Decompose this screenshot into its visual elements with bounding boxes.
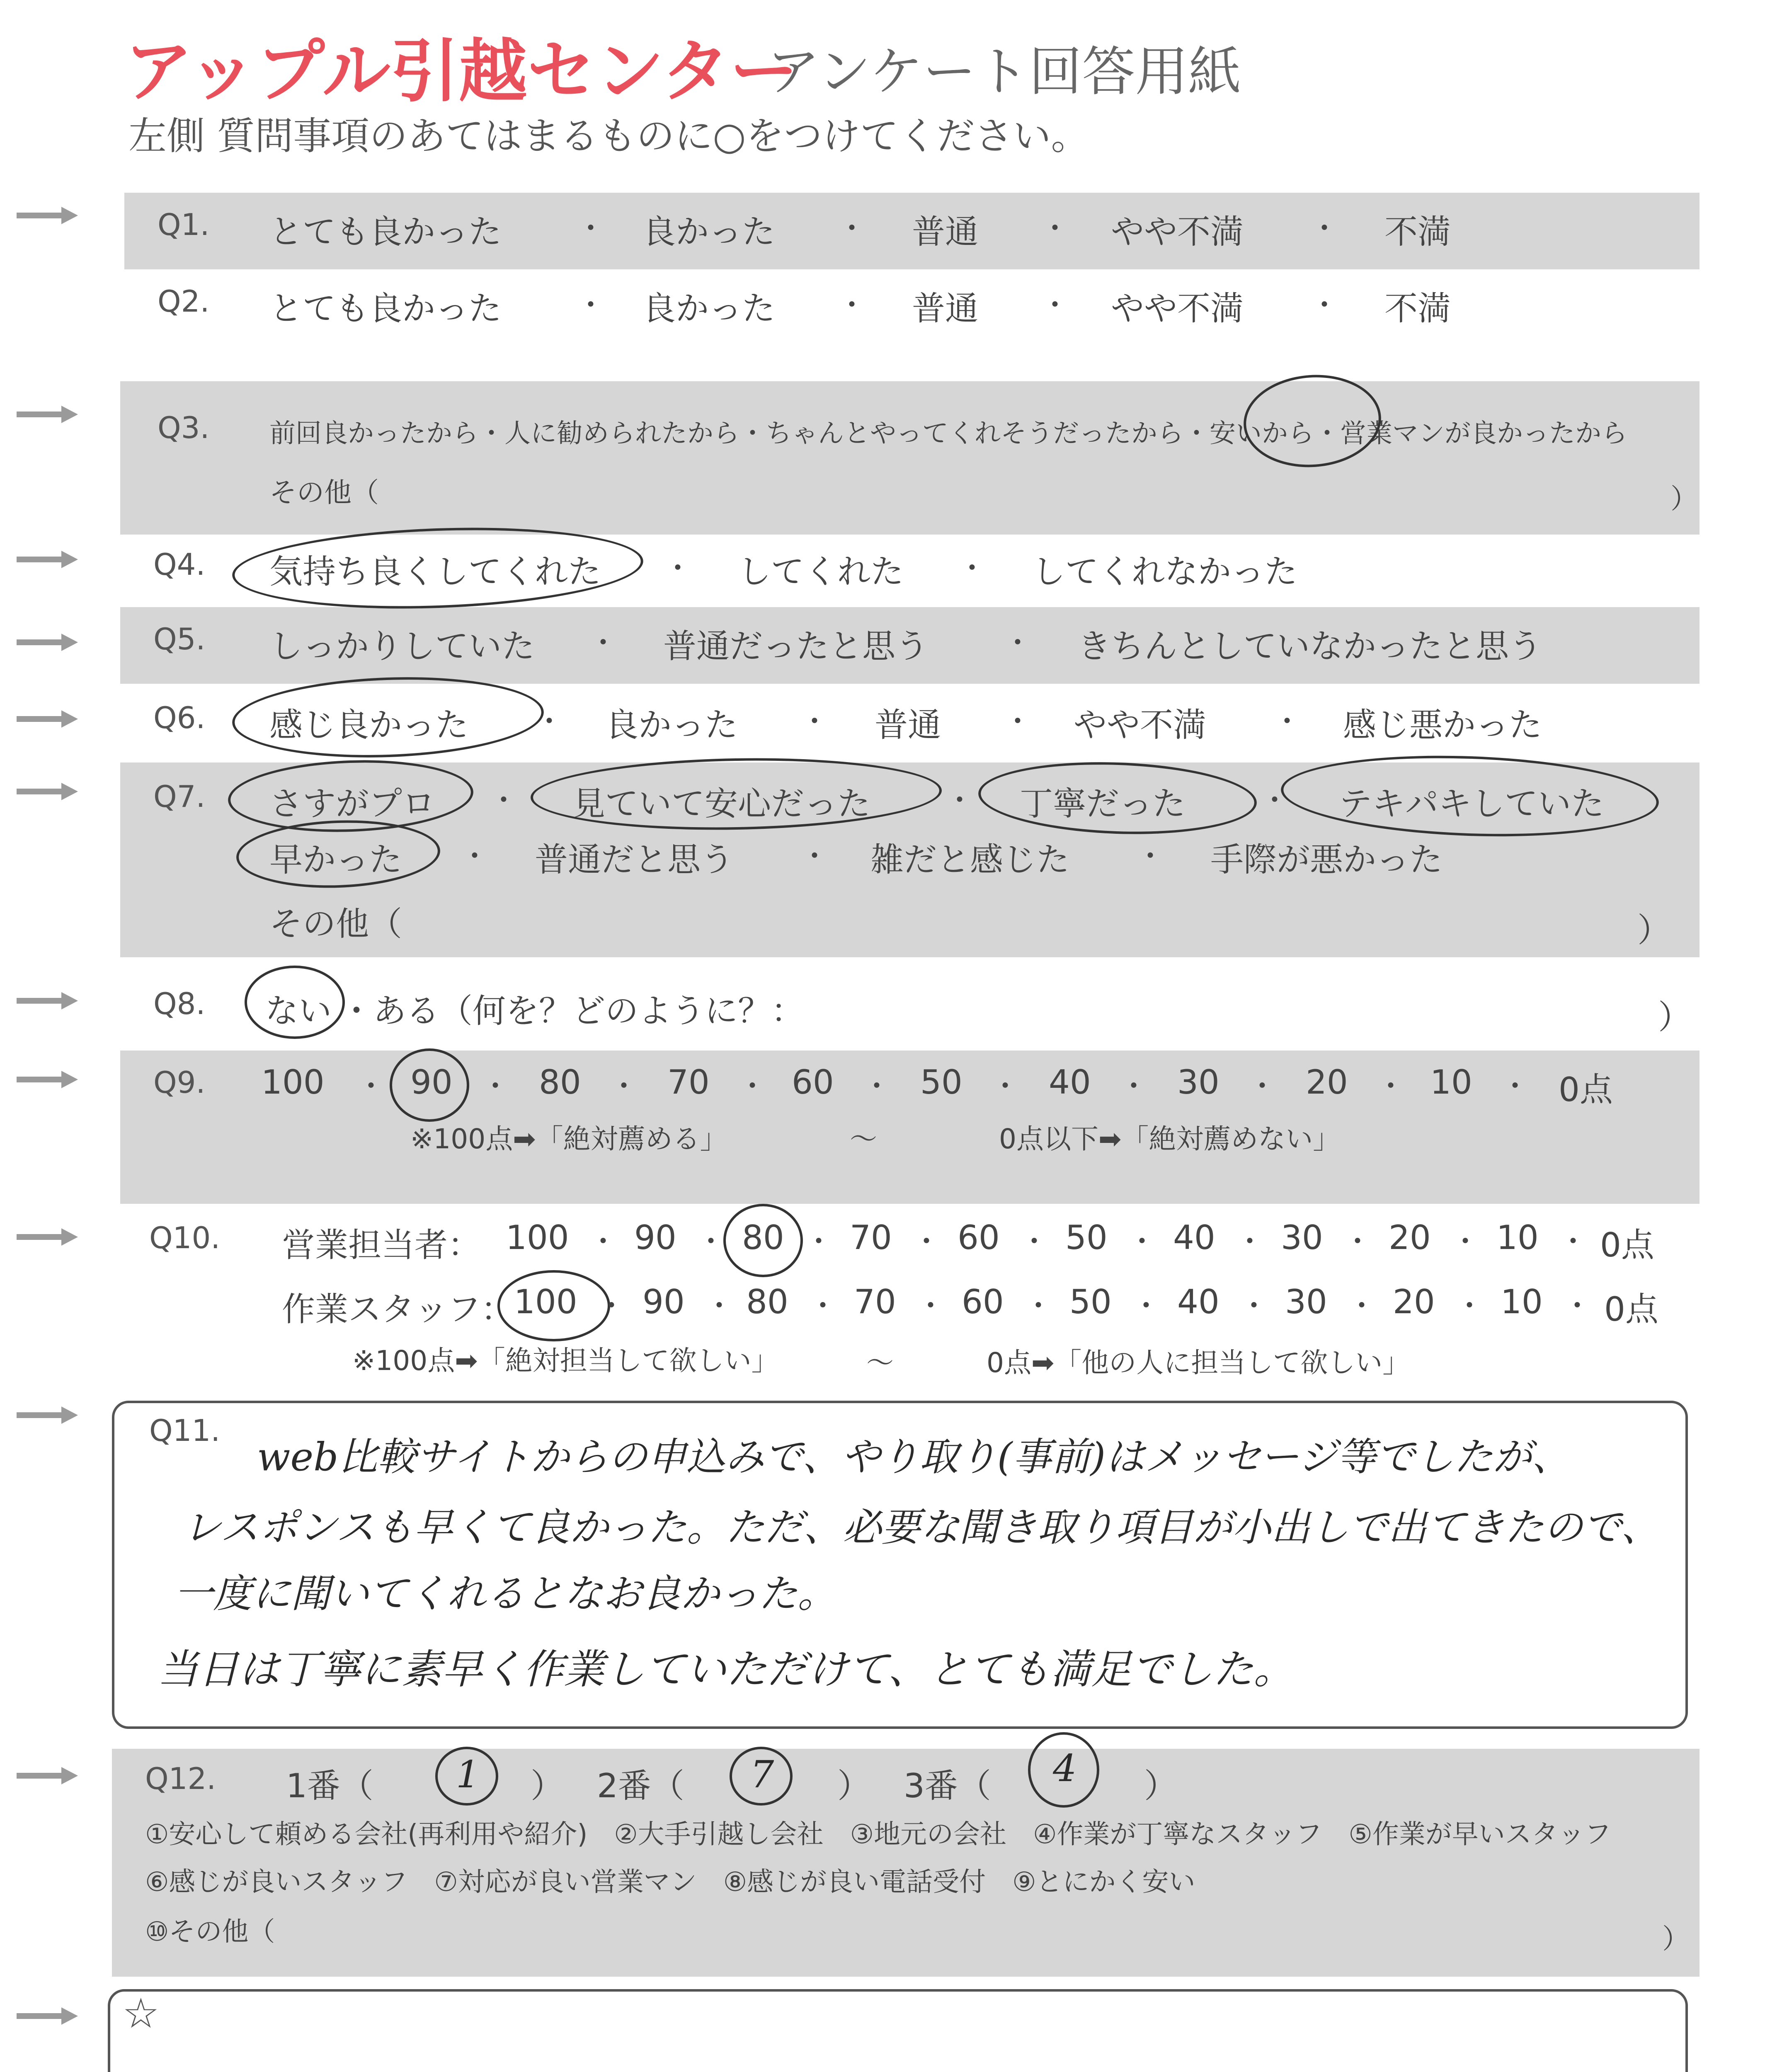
q9-score[interactable]: 70 bbox=[667, 1063, 710, 1101]
q7-option[interactable]: テキパキしていた bbox=[1339, 784, 1604, 823]
brand-title: アップル引越センター bbox=[124, 31, 798, 111]
q9-score[interactable]: 0点 bbox=[1559, 1070, 1613, 1109]
q10-sales-answer-circle bbox=[723, 1204, 803, 1277]
q11-label: Q11. bbox=[149, 1413, 221, 1448]
q10-label: Q10. bbox=[149, 1220, 221, 1255]
q12-second-close: ） bbox=[837, 1767, 870, 1805]
q10-note-right: 0点➡「他の人に担当して欲しい」 bbox=[987, 1347, 1410, 1379]
q9-score[interactable]: 10 bbox=[1430, 1063, 1472, 1101]
q12-first-close: ） bbox=[531, 1767, 564, 1805]
q11-answer-line: 当日は丁寧に素早く作業していただけて、とても満足でした。 bbox=[158, 1646, 1295, 1693]
q6-label: Q6. bbox=[153, 700, 206, 735]
q12-third-value[interactable]: 4 bbox=[1053, 1747, 1077, 1790]
q7-other-close: ） bbox=[1637, 911, 1670, 949]
q6-option[interactable]: 感じ悪かった bbox=[1343, 706, 1542, 744]
q10-sales-score[interactable]: 40 bbox=[1173, 1218, 1215, 1257]
q12-third-label: 3番（ bbox=[904, 1767, 991, 1805]
q3-label: Q3. bbox=[158, 410, 210, 445]
q2-option[interactable]: 不満 bbox=[1384, 289, 1451, 328]
q12-choices: ①安心して頼める会社(再利用や紹介) ②大手引越し会社 ③地元の会社 ④作業が丁寧なスタッフ ⑤作業が早いスタッフ bbox=[145, 1819, 1611, 1850]
q10-staff-score[interactable]: 90 bbox=[642, 1283, 685, 1321]
q2-option[interactable]: とても良かった bbox=[269, 289, 502, 328]
q12-choices-close: ） bbox=[1662, 1923, 1690, 1955]
q3-other[interactable]: その他（ bbox=[269, 477, 379, 508]
arrow-marker-icon bbox=[17, 995, 79, 1007]
q12-choices-other[interactable]: ⑩その他（ bbox=[145, 1917, 275, 1947]
q2-option[interactable]: 普通 bbox=[912, 289, 978, 328]
q9-note-right: 0点以下➡「絶対薦めない」 bbox=[999, 1123, 1341, 1155]
q5-option[interactable]: しっかりしていた bbox=[269, 627, 535, 666]
q1-option[interactable]: 不満 bbox=[1384, 213, 1451, 251]
q12-third-circle bbox=[1028, 1732, 1099, 1808]
q3-band bbox=[120, 381, 1700, 535]
q8-option-some[interactable]: ・ある（何を？どのように？： bbox=[340, 992, 804, 1030]
arrow-marker-icon bbox=[17, 408, 79, 421]
arrow-marker-icon bbox=[17, 1409, 79, 1421]
free-comment-box[interactable] bbox=[108, 1989, 1688, 2072]
arrow-marker-icon bbox=[17, 785, 79, 798]
q7-option[interactable]: 手際が悪かった bbox=[1210, 840, 1443, 879]
form-title: アンケート回答用紙 bbox=[767, 41, 1241, 103]
instruction-text: 左側 質問事項のあてはまるものに○をつけてください。 bbox=[128, 114, 1089, 158]
q2-option[interactable]: やや不満 bbox=[1111, 289, 1244, 328]
q7-option[interactable]: さすがプロ bbox=[269, 784, 435, 823]
q7-other[interactable]: その他（ bbox=[269, 905, 402, 943]
q10-sales-score[interactable]: 70 bbox=[850, 1218, 892, 1257]
q10-staff-score[interactable]: 80 bbox=[746, 1283, 788, 1321]
q1-option[interactable]: やや不満 bbox=[1111, 213, 1244, 251]
q10-note-tilde: 〜 bbox=[866, 1347, 894, 1379]
q9-score[interactable]: 50 bbox=[920, 1063, 963, 1101]
q12-first-circle bbox=[435, 1747, 498, 1806]
q4-option[interactable]: 気持ち良くしてくれた bbox=[269, 552, 601, 591]
arrow-marker-icon bbox=[17, 209, 79, 222]
q9-score[interactable]: 60 bbox=[792, 1063, 834, 1101]
q10-staff-score[interactable]: 60 bbox=[962, 1283, 1004, 1321]
q4-option[interactable]: してくれた bbox=[738, 552, 904, 591]
arrow-marker-icon bbox=[17, 636, 79, 649]
q10-staff-score[interactable]: 100 bbox=[514, 1283, 577, 1321]
q5-label: Q5. bbox=[153, 622, 206, 656]
q7-option[interactable]: 雑だと感じた bbox=[870, 840, 1069, 879]
q9-score[interactable]: 20 bbox=[1306, 1063, 1348, 1101]
q12-third-close: ） bbox=[1144, 1767, 1177, 1805]
q8-label: Q8. bbox=[153, 986, 206, 1021]
star-icon: ☆ bbox=[122, 1989, 160, 2038]
q9-score[interactable]: 80 bbox=[539, 1063, 581, 1101]
arrow-marker-icon bbox=[17, 1769, 79, 1782]
q10-staff-score[interactable]: 50 bbox=[1069, 1283, 1112, 1321]
q7-option[interactable]: 普通だと思う bbox=[535, 840, 734, 879]
arrow-marker-icon bbox=[17, 1073, 79, 1086]
q2-label: Q2. bbox=[158, 284, 210, 319]
q10-sales-label: 営業担当者： bbox=[282, 1226, 481, 1264]
q9-score[interactable]: 40 bbox=[1049, 1063, 1091, 1101]
q10-staff-score[interactable]: 20 bbox=[1393, 1283, 1435, 1321]
q10-staff-score[interactable]: 0点 bbox=[1604, 1290, 1658, 1329]
q11-answer-line: レスポンスも早くて良かった。ただ、必要な聞き取り項目が小出しで出てきたので、 bbox=[182, 1505, 1660, 1550]
q12-label: Q12. bbox=[145, 1761, 216, 1796]
q10-staff-score[interactable]: 30 bbox=[1285, 1283, 1327, 1321]
q10-sales-score[interactable]: 60 bbox=[958, 1218, 1000, 1257]
q6-answer-circle bbox=[231, 672, 545, 762]
q6-option[interactable]: 感じ良かった bbox=[269, 706, 468, 744]
q6-option[interactable]: 良かった bbox=[605, 706, 738, 744]
q1-label: Q1. bbox=[158, 207, 210, 242]
q9-score[interactable]: 30 bbox=[1177, 1063, 1220, 1101]
q9-score[interactable]: 90 bbox=[410, 1063, 453, 1101]
q8-answer-circle bbox=[245, 966, 345, 1039]
q4-answer-circle bbox=[231, 521, 645, 615]
q10-sales-score[interactable]: 80 bbox=[742, 1218, 784, 1257]
q3-options-line[interactable]: 前回良かったから・人に勧められたから・ちゃんとやってくれそうだったから・安いから・営業マンが良かったから bbox=[269, 418, 1627, 448]
q10-sales-score[interactable]: 50 bbox=[1065, 1218, 1108, 1257]
q7-option[interactable]: 早かった bbox=[269, 840, 402, 879]
q10-staff-answer-circle bbox=[497, 1270, 610, 1341]
q10-sales-score[interactable]: 30 bbox=[1281, 1218, 1323, 1257]
q8-close: ） bbox=[1658, 998, 1691, 1036]
q12-second-circle bbox=[730, 1747, 793, 1806]
q5-option[interactable]: 普通だったと思う bbox=[663, 627, 929, 666]
q10-sales-score[interactable]: 20 bbox=[1389, 1218, 1431, 1257]
q10-staff-score[interactable]: 10 bbox=[1501, 1283, 1543, 1321]
q9-note-tilde: 〜 bbox=[850, 1123, 877, 1155]
q9-note-left: ※100点➡「絶対薦める」 bbox=[410, 1123, 727, 1155]
q10-sales-score[interactable]: 0点 bbox=[1600, 1226, 1654, 1264]
q9-answer-circle bbox=[390, 1048, 469, 1122]
arrow-marker-icon bbox=[17, 553, 79, 566]
arrow-marker-icon bbox=[17, 2010, 79, 2022]
q7-label: Q7. bbox=[153, 779, 206, 814]
q10-sales-score[interactable]: 90 bbox=[634, 1218, 676, 1257]
q12-choices: ⑥感じが良いスタッフ ⑦対応が良い営業マン ⑧感じが良い電話受付 ⑨とにかく安い bbox=[145, 1867, 1195, 1898]
q1-option[interactable]: とても良かった bbox=[269, 213, 502, 251]
q12-first-value[interactable]: 1 bbox=[456, 1753, 480, 1796]
q3-other-close: ） bbox=[1670, 483, 1698, 515]
q4-option[interactable]: してくれなかった bbox=[1032, 552, 1297, 591]
q1-option[interactable]: 普通 bbox=[912, 213, 978, 251]
q12-second-value[interactable]: 7 bbox=[750, 1753, 774, 1796]
q12-first-label: 1番（ bbox=[286, 1767, 373, 1805]
q6-option[interactable]: やや不満 bbox=[1074, 706, 1206, 744]
arrow-marker-icon bbox=[17, 713, 79, 725]
q5-option[interactable]: きちんとしていなかったと思う bbox=[1078, 627, 1542, 666]
q10-sales-score[interactable]: 10 bbox=[1496, 1218, 1539, 1257]
q10-sales-score[interactable]: 100 bbox=[506, 1218, 569, 1257]
q10-staff-score[interactable]: 70 bbox=[854, 1283, 896, 1321]
q2-option[interactable]: 良かった bbox=[642, 289, 775, 328]
q11-answer-line: 一度に聞いてくれるとなお良かった。 bbox=[174, 1571, 837, 1617]
q1-option[interactable]: 良かった bbox=[642, 213, 775, 251]
q10-note-left: ※100点➡「絶対担当して欲しい」 bbox=[352, 1345, 779, 1377]
q10-staff-score[interactable]: 40 bbox=[1177, 1283, 1220, 1321]
arrow-marker-icon bbox=[17, 1231, 79, 1243]
q7-option[interactable]: 丁寧だった bbox=[1020, 784, 1186, 823]
q9-score[interactable]: 100 bbox=[261, 1063, 325, 1101]
q7-option[interactable]: 見ていて安心だった bbox=[572, 784, 870, 823]
q8-option-none[interactable]: ない bbox=[265, 992, 332, 1030]
q10-staff-label: 作業スタッフ： bbox=[282, 1290, 514, 1329]
q4-label: Q4. bbox=[153, 547, 206, 582]
q9-label: Q9. bbox=[153, 1065, 206, 1100]
q11-answer-line: web比較サイトからの申込みで、やり取り(事前)はメッセージ等でしたが、 bbox=[257, 1435, 1571, 1480]
q6-option[interactable]: 普通 bbox=[875, 706, 941, 744]
q12-second-label: 2番（ bbox=[597, 1767, 684, 1805]
